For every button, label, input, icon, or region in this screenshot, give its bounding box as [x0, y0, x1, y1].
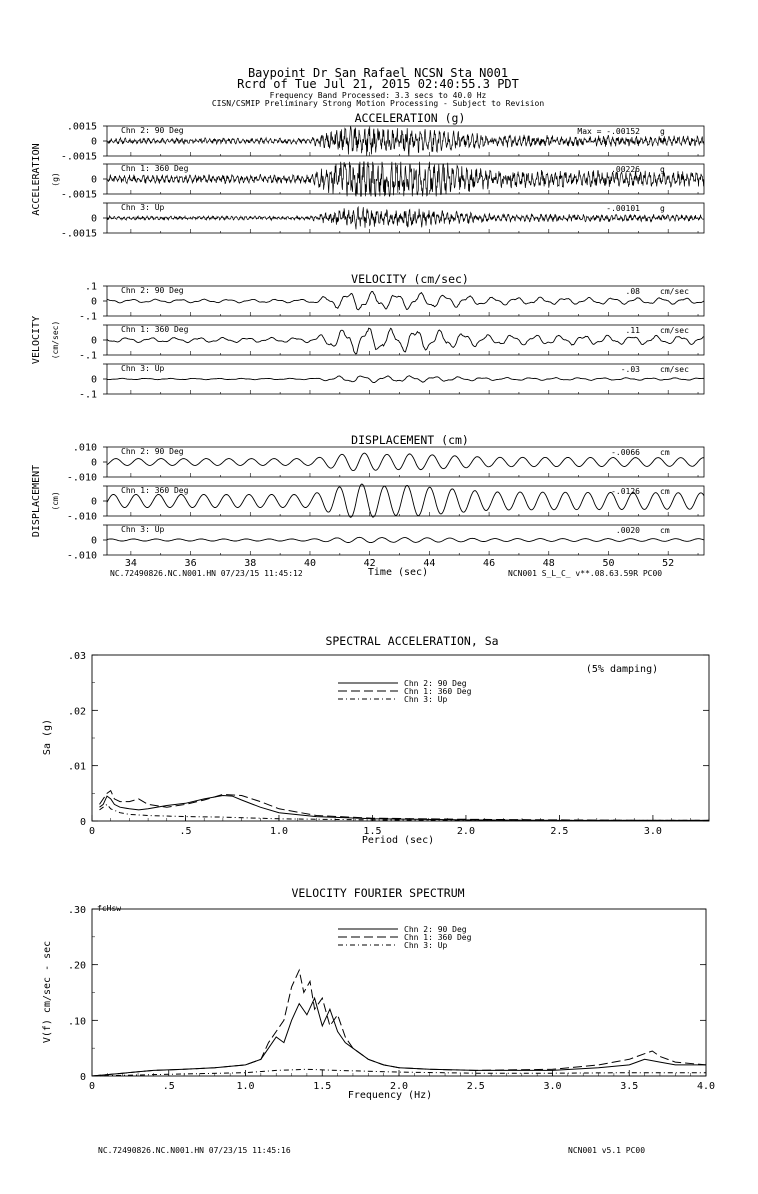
y-tick-label: .03	[67, 651, 86, 662]
x-tick-label: 1.5	[363, 826, 382, 837]
velocity-title: VELOCITY (cm/sec)	[351, 272, 469, 286]
y-tick-label: -.010	[66, 472, 97, 484]
y-tick-label: .01	[67, 761, 86, 773]
x-tick-label: 38	[244, 558, 257, 569]
channel-peak-unit: cm/sec	[660, 365, 689, 374]
channel-label: Chn 3: Up	[121, 203, 165, 212]
channel-peak-unit: cm/sec	[660, 326, 689, 335]
y-tick-label: -.1	[78, 389, 97, 401]
panel-ylabel: DISPLACEMENT	[31, 464, 42, 538]
header-processing: CISN/CSMIP Preliminary Strong Motion Processing - Subject to Revision	[211, 99, 545, 108]
y-tick-label: 0	[90, 296, 97, 308]
x-tick-label: 1.5	[313, 1081, 332, 1092]
x-tick-label: 50	[602, 558, 615, 569]
channel-peak: -.0126	[611, 487, 640, 496]
x-tick-label: 40	[303, 558, 317, 569]
y-tick-label: 0	[90, 213, 97, 225]
channel-label: Chn 1: 360 Deg	[121, 164, 189, 173]
channel-label: Chn 2: 90 Deg	[121, 286, 184, 295]
fs-xlabel: Frequency (Hz)	[347, 1090, 433, 1101]
legend-label: Chn 1: 360 Deg	[404, 687, 472, 696]
y-tick-label: .010	[72, 442, 97, 454]
channel-peak: .11	[625, 326, 640, 335]
time-axis-label: Time (sec)	[367, 567, 429, 578]
y-tick-label: 0	[90, 374, 97, 386]
legend-label: Chn 2: 90 Deg	[404, 679, 467, 688]
y-tick-label: 0	[90, 457, 97, 469]
channel-label: Chn 2: 90 Deg	[121, 447, 184, 456]
y-tick-label: -.0015	[60, 151, 97, 163]
fs-ylabel: V(f) cm/sec - sec	[42, 940, 53, 1044]
y-tick-label: 0	[90, 496, 97, 508]
y-tick-label: .10	[67, 1016, 86, 1028]
spectral-acceleration-chart	[42, 634, 709, 846]
x-tick-label: 48	[542, 558, 555, 569]
y-tick-label: -.1	[78, 350, 97, 362]
acceleration-panel	[31, 111, 704, 240]
channel-label: Chn 2: 90 Deg	[121, 126, 184, 135]
channel-peak-unit: g	[660, 165, 665, 174]
legend-label: Chn 2: 90 Deg	[404, 925, 467, 934]
legend-label: Chn 3: Up	[404, 695, 448, 704]
x-tick-label: 42	[363, 558, 376, 569]
footer-top-right: NCN001 S_L_C_ v**.08.63.59R PC00	[508, 569, 663, 578]
channel-peak: -.0066	[611, 448, 640, 457]
plot-frame	[92, 655, 709, 821]
x-tick-label: 3.0	[543, 1081, 562, 1092]
displacement-title: DISPLACEMENT (cm)	[351, 433, 469, 447]
y-tick-label: -.0015	[60, 228, 97, 240]
y-tick-label: 0	[79, 817, 86, 828]
x-tick-label: 0	[88, 1081, 96, 1092]
channel-peak: .08	[625, 287, 640, 296]
trace-line	[107, 291, 704, 309]
x-tick-label: .5	[162, 1081, 175, 1092]
header-station: Baypoint Dr San Rafael NCSN Sta N001	[247, 66, 509, 80]
channel-peak-unit: cm	[660, 487, 670, 496]
x-tick-label: 2.5	[550, 826, 569, 837]
y-tick-label: .1	[84, 281, 97, 293]
y-tick-label: -.010	[66, 550, 97, 562]
x-tick-label: 2.0	[456, 826, 475, 837]
trace-line	[107, 376, 704, 383]
channel-peak: Max = -.00152	[577, 127, 640, 136]
y-tick-label: -.0015	[60, 189, 97, 201]
x-tick-label: 1.0	[269, 826, 289, 837]
channel-peak-unit: cm	[660, 448, 670, 457]
y-tick-label: 0	[90, 535, 97, 547]
legend-label: Chn 3: Up	[404, 941, 448, 950]
series-line	[100, 804, 710, 820]
y-tick-label: 0	[90, 335, 97, 347]
x-tick-label: .5	[179, 826, 192, 837]
y-tick-label: .02	[67, 706, 86, 718]
x-tick-label: 3.5	[620, 1081, 639, 1092]
channel-label: Chn 1: 360 Deg	[121, 325, 189, 334]
footer-bottom-left: NC.72490826.NC.N001.HN 07/23/15 11:45:16	[98, 1146, 291, 1155]
panel-ylabel: ACCELERATION	[31, 143, 42, 216]
y-tick-label: 0	[90, 174, 97, 186]
y-tick-label: .20	[67, 960, 86, 972]
channel-label: Chn 3: Up	[121, 525, 165, 534]
legend-label: Chn 1: 360 Deg	[404, 933, 472, 942]
acceleration-title: ACCELERATION (g)	[354, 111, 466, 125]
channel-peak: .00226	[611, 165, 640, 174]
trace-line	[107, 537, 704, 542]
x-tick-label: 36	[184, 558, 197, 569]
channel-peak: -.03	[620, 365, 640, 374]
channel-peak-unit: g	[660, 127, 665, 136]
sa-title: SPECTRAL ACCELERATION, Sa	[325, 634, 499, 648]
channel-peak-unit: cm	[660, 526, 670, 535]
channel-label: Chn 1: 360 Deg	[121, 486, 189, 495]
sa-ylabel: Sa (g)	[42, 718, 53, 756]
velocity-panel	[31, 272, 704, 401]
series-line	[100, 791, 710, 821]
y-tick-label: .0015	[66, 121, 97, 133]
x-tick-label: 4.0	[696, 1081, 716, 1092]
panel-yunit: (cm/sec)	[51, 320, 60, 360]
sa-xlabel: Period (sec)	[361, 835, 435, 846]
fs-corner-label: fcHsw	[97, 904, 122, 913]
panel-yunit: (cm)	[51, 491, 60, 511]
y-tick-label: .30	[67, 905, 86, 916]
trace-line	[107, 328, 704, 354]
panel-ylabel: VELOCITY	[31, 315, 42, 365]
fourier-spectrum-chart	[42, 886, 715, 1101]
fs-title: VELOCITY FOURIER SPECTRUM	[291, 886, 465, 900]
series-line	[92, 970, 706, 1076]
x-tick-label: 34	[124, 558, 137, 569]
x-tick-label: 0	[88, 826, 96, 837]
channel-peak-unit: g	[660, 204, 665, 213]
x-tick-label: 46	[483, 558, 496, 569]
channel-label: Chn 3: Up	[121, 364, 165, 373]
sa-damping-note: (5% damping)	[585, 664, 659, 675]
channel-peak: -.00101	[606, 204, 640, 213]
y-tick-label: -.010	[66, 511, 97, 523]
track-frame	[107, 286, 704, 316]
x-tick-label: 52	[662, 558, 675, 569]
footer-bottom-right: NCN001 v5.1 PC00	[568, 1146, 646, 1155]
header-band: Frequency Band Processed: 3.3 secs to 40.0 Hz	[269, 91, 487, 100]
series-line	[92, 998, 706, 1076]
header-record: Rcrd of Tue Jul 21, 2015 02:40:55.3 PDT	[237, 77, 519, 91]
plot-frame	[92, 909, 706, 1076]
y-tick-label: 0	[79, 1072, 86, 1083]
x-tick-label: 44	[423, 558, 436, 569]
displacement-panel	[31, 433, 704, 578]
x-tick-label: 2.5	[466, 1081, 485, 1092]
y-tick-label: -.1	[78, 311, 97, 323]
channel-peak-unit: cm/sec	[660, 287, 689, 296]
x-tick-label: 1.0	[236, 1081, 255, 1092]
x-tick-label: 3.0	[643, 826, 662, 837]
channel-peak: .0020	[615, 526, 640, 535]
panel-yunit: (g)	[51, 172, 60, 187]
x-tick-label: 2.0	[389, 1081, 409, 1092]
footer-top-left: NC.72490826.NC.N001.HN 07/23/15 11:45:12	[110, 569, 303, 578]
y-tick-label: 0	[90, 136, 97, 148]
